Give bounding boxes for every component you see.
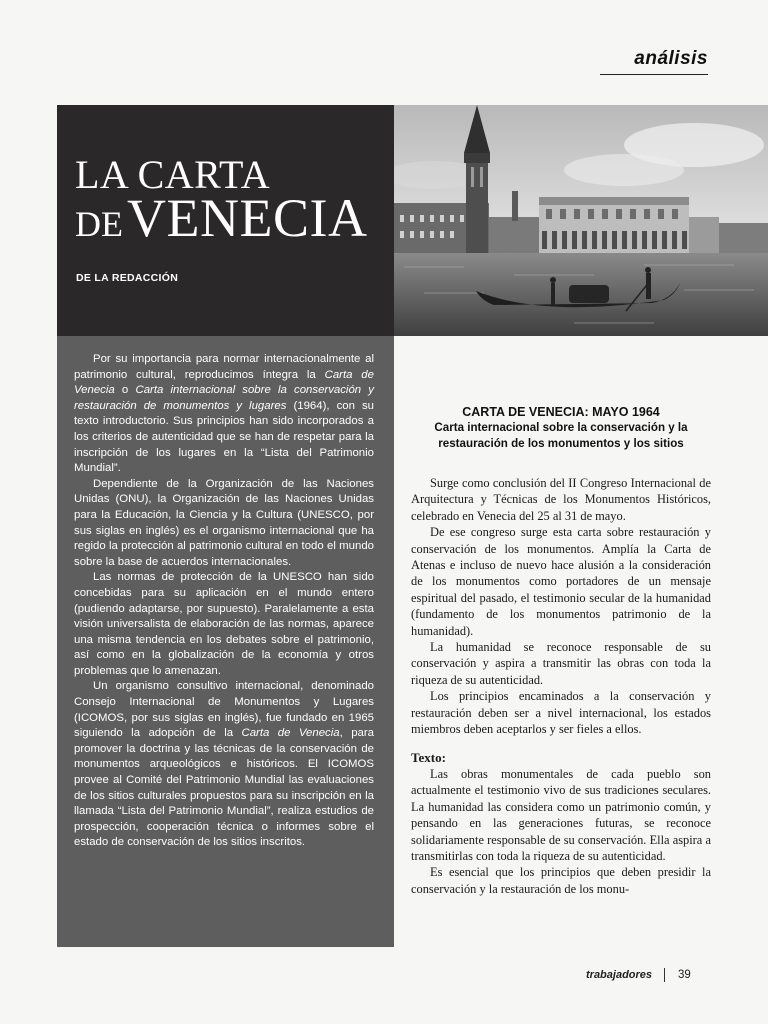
article-title-line1: LA CARTA [75,152,271,197]
article-title-line2 [75,188,368,259]
title-block [57,105,394,336]
charter-paragraph: La humanidad se reconoce responsable de su conservación y aspira a transmitir las obras con toda la riqueza de su autenticidad. [411,640,711,687]
section-label: análisis [634,48,708,69]
charter-paragraph: Surge como conclusión del II Congreso Internacional de Arquitectura y Técnicas de los Monumentos Históricos, celebrado en Venecia del 25 al 31 de mayo. [411,476,711,523]
charter-paragraph: De ese congreso surge esta carta sobre restauración y conservación de los monumentos. Amplía la Carta de Atenas e incluso de nuevo hace alusión a la consideración de los monumentos como portadores de un mensaje espiritual del pasado, el testimonio secular de la humanidad (fundamento de los monumentos patrimonio de la humanidad). [411,525,711,638]
charter-paragraph: Los principios encaminados a la conservación y restauración deben ser a nivel internacional, los estados miembros deben aceptarlos y ser fieles a ellos. [411,689,711,737]
charter-column [411,404,711,897]
text-subheading: Texto: [411,749,446,765]
byline: DE LA REDACCIÓN [76,272,179,284]
charter-text-body [411,766,711,897]
charter-heading-date: CARTA DE VENECIA: MAYO 1964 [462,405,660,419]
intro-paragraph: Un organismo consultivo internacional, denominado Consejo Internacional de Monumentos y Lugares (ICOMOS, por sus siglas en inglés), fue fundado en 1965 siguiendo la adopción de la Carta de Venecia, para promover la doctrina y las técnicas de la conservación de monumentos arqueológicos e históricos. El ICOMOS provee al Comité del Patrimonio Mundial las evaluaciones de los sitios culturales propuestos para su inscripción en la llamada “Lista del Patrimonio Mundial”, realiza estudios de prospección, cooperación técnica o informes sobre el estado de conservación de los sitios inscritos. [74,680,374,849]
charter-text-paragraph: Es esencial que los principios que deben presidir la conservación y la restauración de los monu- [411,865,711,896]
charter-heading [411,404,711,452]
intro-paragraph: Dependiente de la Organización de las Naciones Unidas (ONU), la Organización de las Naciones Unidas para la Educación, la Ciencia y la Cultura (UNESCO, por sus siglas en inglés) es el organismo internacional que ha regido la protección al patrimonio cultural en todo el mundo sobre la base de acuerdos internacionales. [74,477,374,568]
venice-gondola-photo [394,105,768,336]
footer-separator [664,968,665,982]
charter-text-paragraph: Las obras monumentales de cada pueblo son actualmente el testimonio vivo de sus tradiciones seculares. La humanidad las considera como un patrimonio común, y pensando en las generaciones futuras, se reconoce solidariamente responsable de su conservación. Ella aspira a transmitirlas con toda la riqueza de su autenticidad. [411,766,711,863]
section-rule [600,74,708,75]
article-title-de: DE [75,204,123,244]
article-title-venecia: VENECIA [127,188,368,248]
charter-heading-title: Carta internacional sobre la conservación y la restauración de los monumentos y los sitios [434,421,688,450]
intro-text [74,352,374,851]
intro-paragraph: Por su importancia para normar internacionalmente al patrimonio cultural, reproducimos íntegra la Carta de Venecia o Carta internacional sobre la conservación y restauración de monumentos y lugares (1964), con su texto introductorio. Sus principios han sido incorporados a los criterios de autenticidad que se han de respetar para la inscripción de los lugares en la “Lista del Patrimonio Mundial”. [74,353,375,475]
page-number: 39 [678,969,691,981]
magazine-brand: trabajadores [586,969,653,981]
charter-body [411,475,711,738]
intro-box [57,336,394,947]
intro-paragraph: Las normas de protección de la UNESCO han sido concebidas para su aplicación en el mundo entero (pudiendo adaptarse, por supuesto). Paralelamente a esta visión universalista de elaboración de las normas, aparece una misma tendencia en los debates sobre el patrimonio, así como en la globalización de la economía y otros problemas que lo amenazan. [74,571,374,677]
